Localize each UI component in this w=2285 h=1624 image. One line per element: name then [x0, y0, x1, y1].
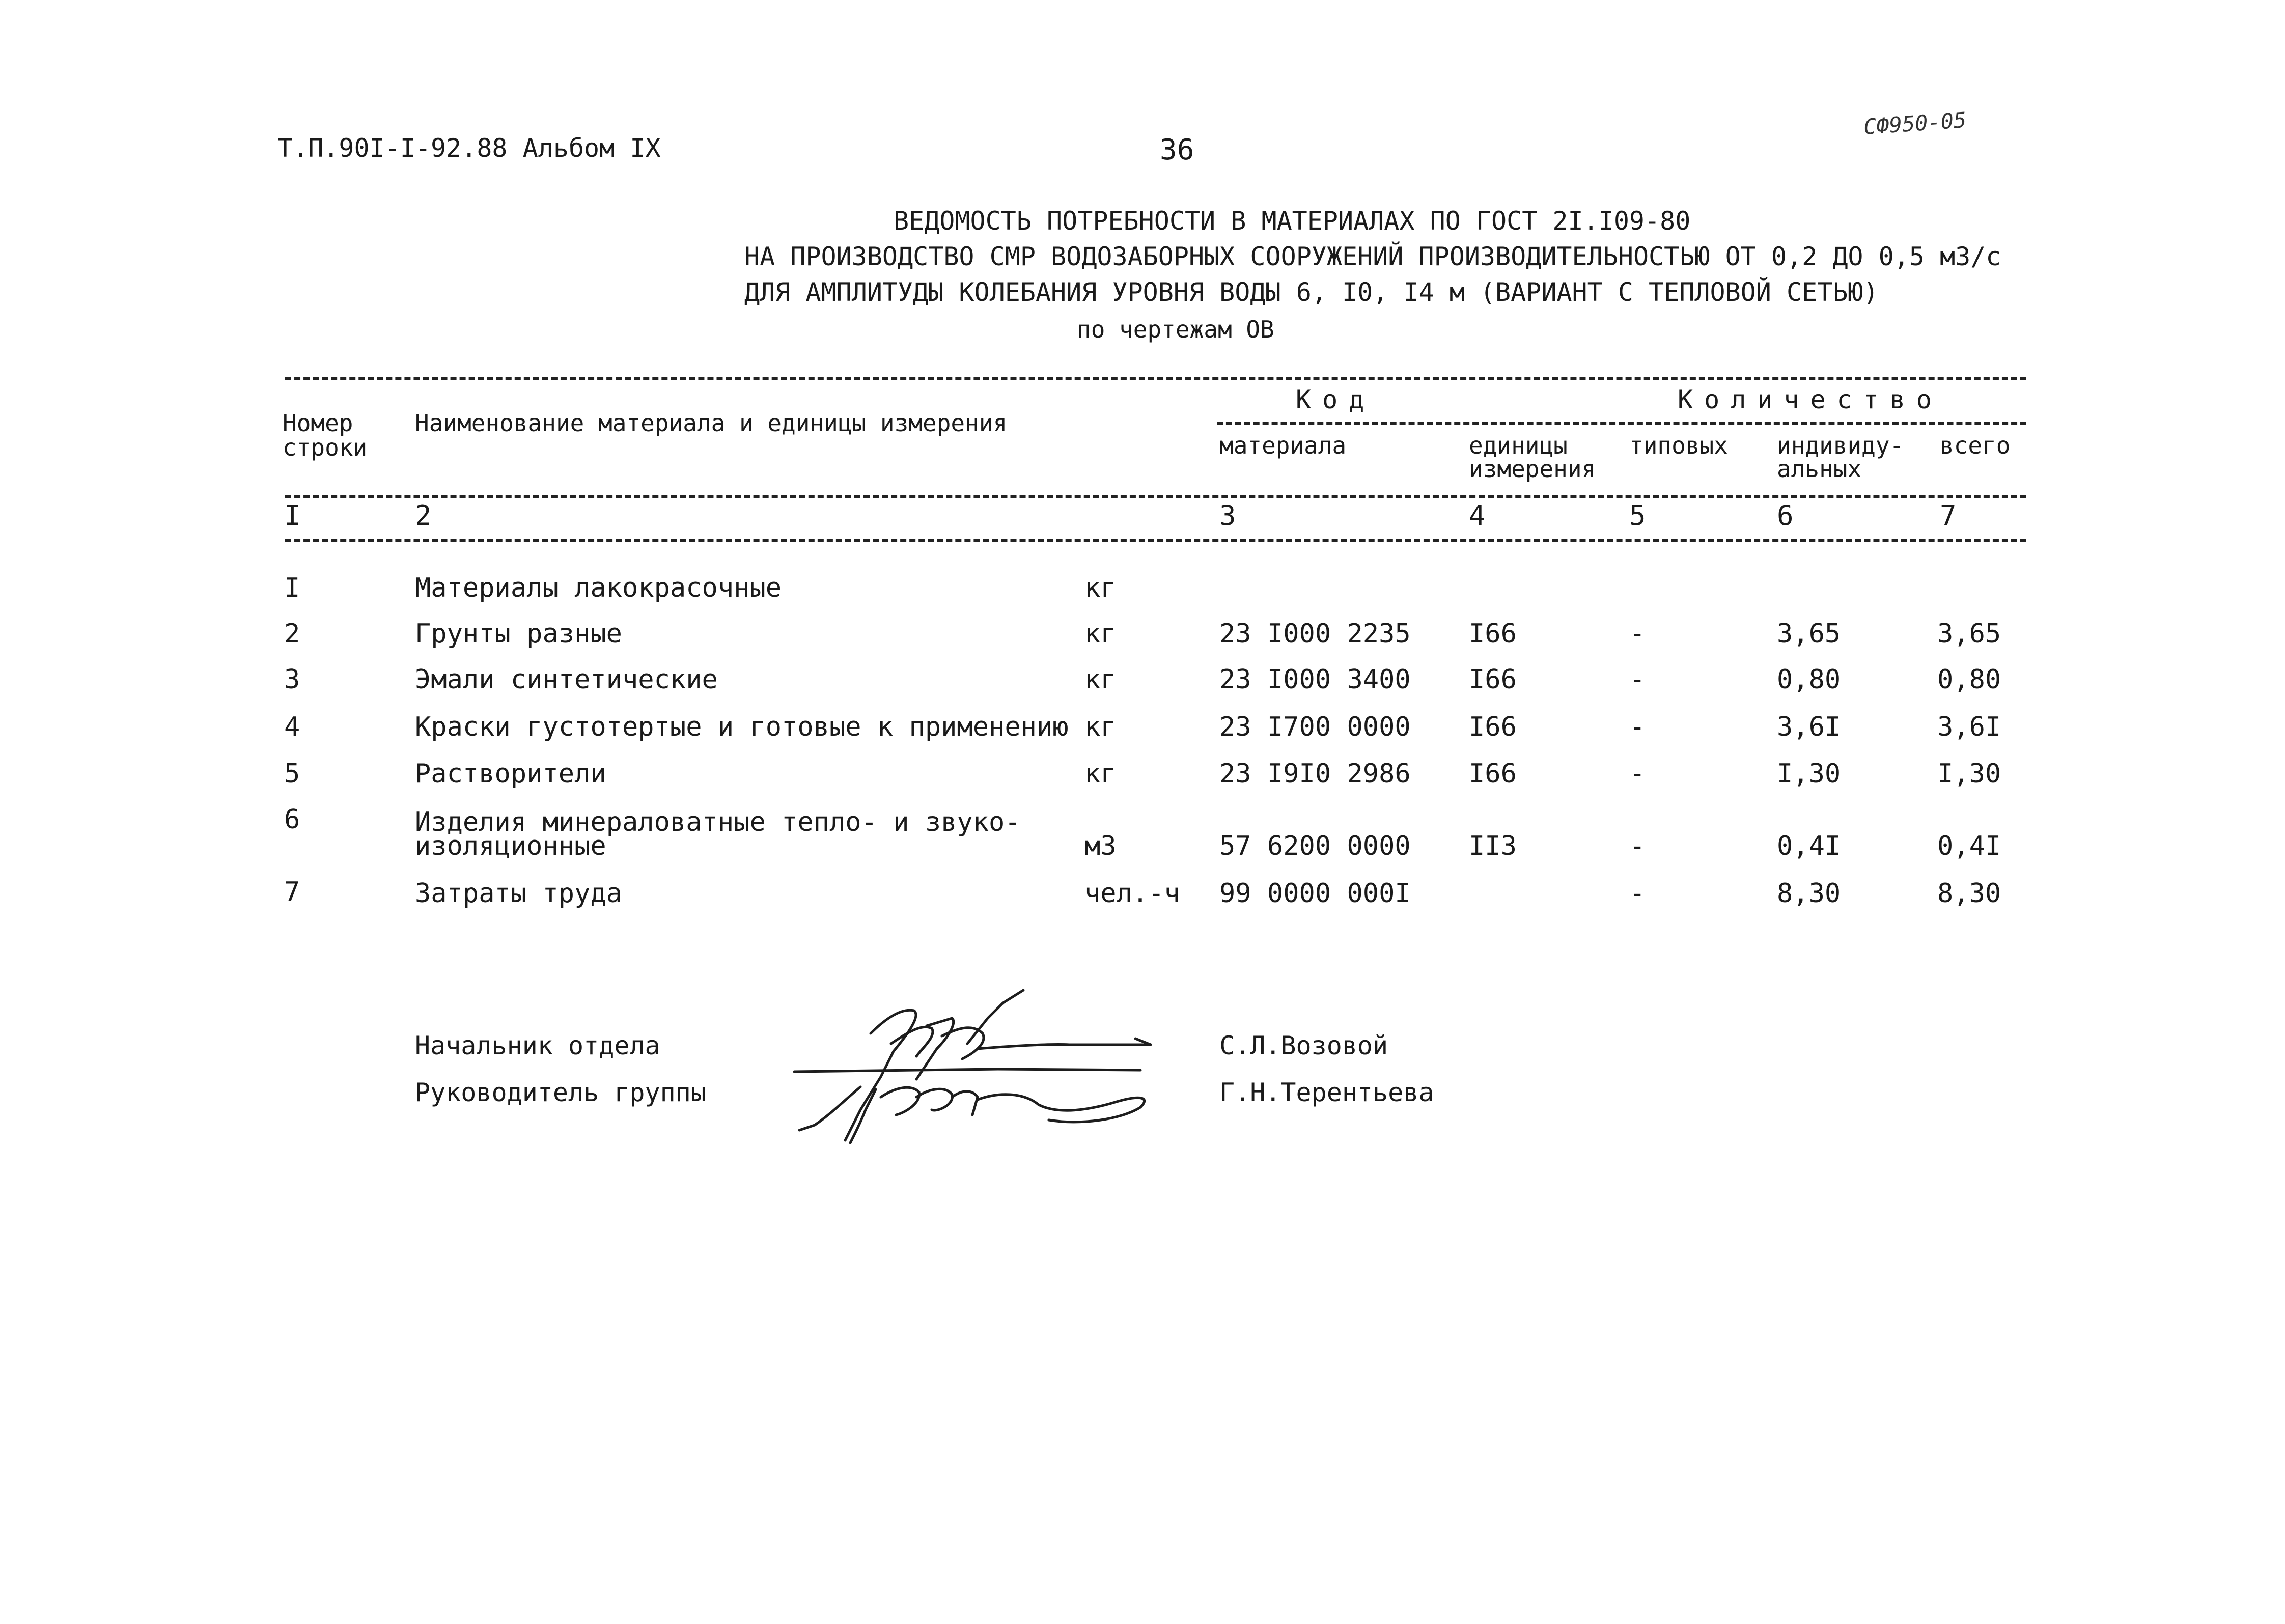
material-code: 23 I700 0000 [1219, 712, 1411, 742]
header-qty-individual-1: индивиду- [1777, 432, 1904, 459]
signer-role-2: Руководитель группы [415, 1078, 706, 1107]
handwritten-signature [784, 988, 1202, 1161]
column-number: 4 [1469, 499, 1486, 531]
material-code: 23 I000 3400 [1219, 664, 1411, 695]
qty-total: I,30 [1937, 759, 2001, 789]
column-number: 3 [1219, 499, 1236, 531]
material-name: Затраты труда [415, 878, 622, 909]
title-line-1: ВЕДОМОСТЬ ПОТРЕБНОСТИ В МАТЕРИАЛАХ ПО ГОСТ 2I.I09-80 [894, 206, 1691, 236]
header-code-unit-1: единицы [1469, 432, 1568, 459]
row-number: 2 [284, 619, 300, 649]
header-qty-typical: типовых [1629, 432, 1728, 459]
unit-code: I66 [1469, 759, 1517, 789]
table-top-rule [285, 377, 2026, 380]
unit: чел.-ч [1084, 878, 1180, 909]
unit-code: I66 [1469, 712, 1517, 742]
qty-total: 0,4I [1937, 831, 2001, 861]
page-number: 36 [1160, 133, 1194, 166]
column-number: 5 [1629, 499, 1646, 531]
header-qty-individual-2: альных [1777, 455, 1862, 483]
column-number: 7 [1940, 499, 1957, 531]
qty-total: 8,30 [1937, 878, 2001, 909]
qty-individual: 3,65 [1777, 619, 1841, 649]
unit-code: I66 [1469, 619, 1517, 649]
row-number: 6 [284, 804, 300, 835]
unit-code: I66 [1469, 664, 1517, 695]
header-code-group: Код [1296, 385, 1376, 414]
title-line-2: НА ПРОИЗВОДСТВО СМР ВОДОЗАБОРНЫХ СООРУЖЕНИЙ ПРОИЗВОДИТЕЛЬНОСТЬЮ ОТ 0,2 ДО 0,5 м3/с [744, 242, 2001, 271]
title-line-3: ДЛЯ АМПЛИТУДЫ КОЛЕБАНИЯ УРОВНЯ ВОДЫ 6, I0, I4 м (ВАРИАНТ С ТЕПЛОВОЙ СЕТЬЮ) [744, 277, 1879, 307]
material-name: Растворители [415, 759, 606, 789]
material-name: Грунты разные [415, 619, 622, 649]
qty-typical: - [1629, 712, 1646, 742]
unit-code: II3 [1469, 831, 1517, 861]
header-code-unit-2: измерения [1469, 455, 1596, 483]
material-name: Краски густотертые и готовые к применению [415, 712, 1069, 742]
qty-typical: - [1629, 664, 1646, 695]
material-name: Материалы лакокрасочные [415, 573, 782, 603]
qty-individual: I,30 [1777, 759, 1841, 789]
qty-typical: - [1629, 759, 1646, 789]
header-code-material: материала [1219, 432, 1347, 459]
qty-total: 3,6I [1937, 712, 2001, 742]
unit: кг [1084, 619, 1117, 649]
archive-stamp: СФ950-05 [1862, 107, 1967, 139]
header-quantity-group: Количество [1678, 385, 1943, 414]
table-header-rule [285, 495, 2026, 498]
header-name: Наименование материала и единицы измерения [415, 409, 1008, 437]
header-row-number-1: Номер [283, 409, 353, 437]
material-name: Эмали синтетические [415, 664, 718, 695]
material-name: Изделия минераловатные тепло- и звуко- [415, 807, 1021, 837]
qty-total: 3,65 [1937, 619, 2001, 649]
title-line-4: по чертежам ОВ [1077, 316, 1274, 343]
table-group-rule [1217, 422, 2026, 425]
qty-typical: - [1629, 619, 1646, 649]
row-number: 5 [284, 759, 300, 789]
material-code: 23 I9I0 2986 [1219, 759, 1411, 789]
table-numbers-rule [285, 539, 2026, 542]
unit: кг [1084, 759, 1117, 789]
material-name-continued: изоляционные [415, 831, 606, 861]
qty-typical: - [1629, 878, 1646, 909]
material-code: 57 6200 0000 [1219, 831, 1411, 861]
qty-individual: 8,30 [1777, 878, 1841, 909]
row-number: 3 [284, 664, 300, 695]
signer-name-2: Г.Н.Терентьева [1219, 1078, 1434, 1107]
signer-role-1: Начальник отдела [415, 1031, 660, 1060]
qty-typical: - [1629, 831, 1646, 861]
qty-individual: 0,80 [1777, 664, 1841, 695]
column-number: 2 [415, 499, 432, 531]
qty-total: 0,80 [1937, 664, 2001, 695]
qty-individual: 3,6I [1777, 712, 1841, 742]
header-row-number-2: строки [283, 434, 368, 461]
qty-individual: 0,4I [1777, 831, 1841, 861]
header-qty-total: всего [1940, 432, 2011, 459]
material-code: 23 I000 2235 [1219, 619, 1411, 649]
unit: кг [1084, 712, 1117, 742]
unit: кг [1084, 664, 1117, 695]
unit: м3 [1084, 831, 1117, 861]
document-reference: Т.П.90I-I-92.88 Альбом IX [277, 133, 661, 163]
row-number: 4 [284, 712, 300, 742]
column-number: 6 [1777, 499, 1794, 531]
material-code: 99 0000 000I [1219, 878, 1411, 909]
unit: кг [1084, 573, 1117, 603]
signer-name-1: С.Л.Возовой [1219, 1031, 1388, 1060]
row-number: 7 [284, 877, 300, 907]
column-number: I [284, 499, 301, 531]
row-number: I [284, 573, 300, 603]
